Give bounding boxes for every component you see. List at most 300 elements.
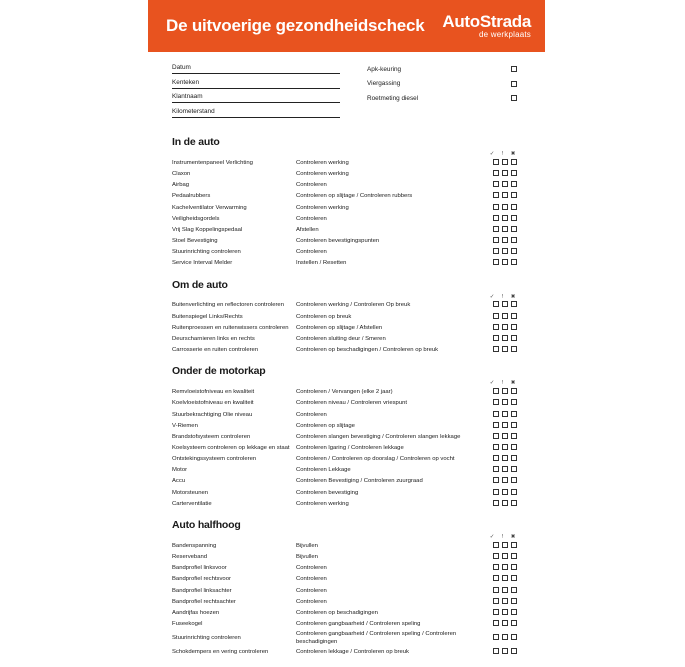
table-row bbox=[172, 180, 517, 191]
table-row bbox=[172, 334, 517, 345]
checkbox[interactable] bbox=[511, 587, 517, 593]
check-item-boxes bbox=[482, 334, 517, 345]
checkbox[interactable] bbox=[493, 455, 499, 461]
checkbox[interactable] bbox=[511, 259, 517, 265]
table-row bbox=[172, 597, 517, 608]
column-header-symbol: ✓ bbox=[489, 380, 495, 387]
table-row bbox=[172, 323, 517, 334]
checkbox[interactable] bbox=[493, 411, 499, 417]
table-row bbox=[172, 608, 517, 619]
checkbox[interactable] bbox=[511, 324, 517, 330]
checkbox[interactable] bbox=[511, 553, 517, 559]
logo-wordmark bbox=[442, 13, 531, 30]
check-item-name: Ruitenproessen en ruitenwissers controleren bbox=[172, 324, 289, 331]
check-item-boxes bbox=[482, 410, 517, 421]
checkbox[interactable] bbox=[511, 301, 517, 307]
checkbox[interactable] bbox=[502, 444, 508, 450]
checkbox[interactable] bbox=[493, 575, 499, 581]
table-row bbox=[172, 586, 517, 597]
meta-field-3[interactable]: Klantnaam bbox=[172, 93, 340, 103]
check-item-action: Controleren / Vervangen (elke 2 jaar) bbox=[296, 389, 393, 396]
check-item-boxes bbox=[482, 647, 517, 658]
table-row bbox=[172, 421, 517, 432]
check-item-boxes bbox=[482, 541, 517, 552]
check-item-name: Schokdempers en vering controleren bbox=[172, 648, 269, 655]
column-header-symbol: ✖ bbox=[510, 151, 516, 157]
page-title: De uitvoerige gezondheidscheck bbox=[166, 15, 425, 35]
checkbox[interactable] bbox=[502, 542, 508, 548]
checkbox[interactable] bbox=[511, 634, 517, 640]
check-item-action: Controleren werking bbox=[296, 171, 349, 178]
check-item-name: Bandprofiel linksachter bbox=[172, 587, 232, 594]
checkbox[interactable] bbox=[493, 477, 499, 483]
checkbox[interactable] bbox=[511, 346, 517, 352]
check-item-action: Controleren op beschadigingen bbox=[296, 609, 378, 616]
checkbox[interactable] bbox=[502, 388, 508, 394]
table-row bbox=[172, 399, 517, 410]
table-row bbox=[172, 563, 517, 574]
check-item-boxes bbox=[482, 323, 517, 334]
table-row bbox=[172, 432, 517, 443]
check-item-boxes bbox=[482, 399, 517, 410]
check-item-name: Aandrijfas hoezen bbox=[172, 609, 220, 616]
checkbox[interactable] bbox=[493, 444, 499, 450]
checkbox[interactable] bbox=[502, 433, 508, 439]
check-item-action: Bijvullen bbox=[296, 542, 318, 549]
checklist-sections bbox=[172, 136, 517, 658]
check-item-boxes bbox=[482, 477, 517, 488]
checkbox[interactable] bbox=[511, 388, 517, 394]
checkbox[interactable] bbox=[493, 324, 499, 330]
checkbox[interactable] bbox=[493, 500, 499, 506]
checkbox[interactable] bbox=[511, 411, 517, 417]
checkbox[interactable] bbox=[511, 620, 517, 626]
checkbox[interactable] bbox=[511, 598, 517, 604]
checkbox[interactable] bbox=[511, 575, 517, 581]
check-item-action: Bijvullen bbox=[296, 554, 318, 561]
checkbox[interactable] bbox=[502, 411, 508, 417]
check-item-name: Stuurbekrachtiging Olie niveau bbox=[172, 411, 253, 418]
table-row bbox=[172, 191, 517, 202]
check-item-boxes bbox=[482, 214, 517, 225]
check-item-name: Reserveband bbox=[172, 554, 208, 561]
check-item-boxes bbox=[482, 443, 517, 454]
check-item-name: Instrumentenpaneel Verlichting bbox=[172, 159, 253, 166]
column-header-symbol: ! bbox=[501, 534, 504, 541]
checkbox[interactable] bbox=[502, 500, 508, 506]
check-item-action: Controleren bbox=[296, 587, 327, 594]
checkbox[interactable] bbox=[502, 422, 508, 428]
check-item-name: Vrij Slag Koppelingspedaal bbox=[172, 226, 243, 233]
check-item-name: Buitenspiegel Links/Rechts bbox=[172, 313, 243, 320]
checkbox[interactable] bbox=[502, 237, 508, 243]
checklist-section bbox=[172, 365, 517, 510]
check-item-name: Veiligheidsgordels bbox=[172, 215, 220, 222]
check-item-name: Airbag bbox=[172, 182, 190, 189]
checkbox[interactable] bbox=[493, 598, 499, 604]
check-item-boxes bbox=[482, 180, 517, 191]
checkbox[interactable] bbox=[511, 181, 517, 187]
checkbox[interactable] bbox=[511, 399, 517, 405]
checkbox[interactable] bbox=[493, 553, 499, 559]
check-item-boxes bbox=[482, 488, 517, 499]
column-header-row bbox=[172, 151, 517, 158]
checklist-table bbox=[172, 387, 517, 510]
checkbox[interactable] bbox=[502, 204, 508, 210]
check-item-boxes bbox=[482, 312, 517, 323]
checkbox[interactable] bbox=[502, 159, 508, 165]
meta-check-row bbox=[367, 93, 517, 103]
checkbox[interactable] bbox=[493, 489, 499, 495]
checkbox[interactable] bbox=[511, 500, 517, 506]
check-item-name: Deurscharnieren links en rechts bbox=[172, 335, 255, 342]
checkbox[interactable] bbox=[493, 313, 499, 319]
checkbox[interactable] bbox=[493, 422, 499, 428]
checkbox[interactable] bbox=[493, 335, 499, 341]
checkbox[interactable] bbox=[502, 301, 508, 307]
meta-check-label: Viergassing bbox=[367, 80, 401, 87]
checkbox[interactable] bbox=[502, 226, 508, 232]
check-item-name: Stuurinrichting controleren bbox=[172, 634, 241, 641]
checkbox[interactable] bbox=[493, 259, 499, 265]
check-item-name: Koelvloeistofniveau en kwaliteit bbox=[172, 400, 254, 407]
column-header-symbol: ✖ bbox=[510, 534, 516, 541]
table-row bbox=[172, 477, 517, 488]
check-item-action: Controleren Lekkage bbox=[296, 467, 351, 474]
check-item-boxes bbox=[482, 421, 517, 432]
checkbox[interactable] bbox=[493, 181, 499, 187]
column-header-symbol: ✓ bbox=[489, 293, 495, 300]
check-item-name: Stoel Bevestiging bbox=[172, 237, 218, 244]
section-title: Onder de motorkap bbox=[172, 365, 266, 378]
checkbox[interactable] bbox=[511, 204, 517, 210]
checkbox[interactable] bbox=[511, 170, 517, 176]
checkbox[interactable] bbox=[511, 648, 517, 654]
checkbox[interactable] bbox=[502, 181, 508, 187]
check-item-action: Controleren / Controleren op doorslag / Controleren op vocht bbox=[296, 456, 455, 463]
checkbox[interactable] bbox=[493, 301, 499, 307]
checkbox[interactable] bbox=[511, 609, 517, 615]
checkbox[interactable] bbox=[502, 477, 508, 483]
checkbox[interactable] bbox=[502, 598, 508, 604]
check-item-action: Controleren niveau / Controleren vriespunt bbox=[296, 400, 408, 407]
checkbox[interactable] bbox=[493, 204, 499, 210]
checkbox[interactable] bbox=[493, 433, 499, 439]
check-item-name: Bandprofiel linksvoor bbox=[172, 565, 227, 572]
table-row bbox=[172, 301, 517, 312]
check-item-action: Controleren lekkage / Controleren op breuk bbox=[296, 648, 409, 655]
checkbox[interactable] bbox=[502, 553, 508, 559]
checkbox[interactable] bbox=[493, 170, 499, 176]
checkbox[interactable] bbox=[511, 422, 517, 428]
checkbox[interactable] bbox=[493, 609, 499, 615]
check-item-action: Controleren werking bbox=[296, 204, 349, 211]
check-item-boxes bbox=[482, 169, 517, 180]
checkbox[interactable] bbox=[502, 259, 508, 265]
checkbox[interactable] bbox=[493, 248, 499, 254]
column-header-symbol: ✓ bbox=[489, 534, 495, 541]
check-item-boxes bbox=[482, 225, 517, 236]
checkbox[interactable] bbox=[502, 192, 508, 198]
checkbox[interactable] bbox=[511, 95, 517, 101]
form-content bbox=[172, 62, 517, 667]
checkbox[interactable] bbox=[511, 489, 517, 495]
check-item-action: Controleren Bevestiging / Controleren zuurgraad bbox=[296, 478, 423, 485]
margin-divider bbox=[148, 52, 149, 514]
checkbox[interactable] bbox=[493, 237, 499, 243]
checkbox[interactable] bbox=[493, 192, 499, 198]
column-header-row bbox=[172, 294, 517, 301]
check-item-name: Pedaalrubbers bbox=[172, 193, 211, 200]
checkbox[interactable] bbox=[493, 226, 499, 232]
check-item-action: Afstellen bbox=[296, 226, 319, 233]
check-item-name: Bandenspanning bbox=[172, 542, 217, 549]
table-row bbox=[172, 630, 517, 647]
checkbox[interactable] bbox=[511, 564, 517, 570]
table-row bbox=[172, 443, 517, 454]
check-item-action: Controleren sluiting deur / Smeren bbox=[296, 335, 386, 342]
check-item-name: Fuseekogel bbox=[172, 621, 203, 628]
check-item-name: Bandprofiel rechtsvoor bbox=[172, 576, 231, 583]
table-row bbox=[172, 169, 517, 180]
checkbox[interactable] bbox=[511, 433, 517, 439]
check-item-name: Koelsysteem controleren op lekkage en staat bbox=[172, 445, 290, 452]
checkbox[interactable] bbox=[511, 466, 517, 472]
check-item-name: Remvloeistofniveau en kwaliteit bbox=[172, 389, 255, 396]
section-title: Om de auto bbox=[172, 278, 228, 291]
column-header-symbol: ! bbox=[501, 380, 504, 387]
checkbox[interactable] bbox=[493, 346, 499, 352]
check-item-name: Motorsteunen bbox=[172, 489, 209, 496]
table-row bbox=[172, 312, 517, 323]
checkbox[interactable] bbox=[493, 388, 499, 394]
table-row bbox=[172, 575, 517, 586]
check-item-name: Claxon bbox=[172, 171, 191, 178]
table-row bbox=[172, 465, 517, 476]
table-row bbox=[172, 247, 517, 258]
checkbox[interactable] bbox=[502, 170, 508, 176]
column-header-symbol: ✖ bbox=[510, 380, 516, 387]
check-item-boxes bbox=[482, 575, 517, 586]
checkbox[interactable] bbox=[502, 324, 508, 330]
table-row bbox=[172, 236, 517, 247]
check-item-name: Service Interval Melder bbox=[172, 260, 233, 267]
checkbox[interactable] bbox=[511, 444, 517, 450]
checklist-section bbox=[172, 136, 517, 270]
check-item-action: Controleren bbox=[296, 182, 327, 189]
check-item-boxes bbox=[482, 247, 517, 258]
checkbox[interactable] bbox=[511, 192, 517, 198]
checkbox[interactable] bbox=[511, 226, 517, 232]
checkbox[interactable] bbox=[511, 335, 517, 341]
checkbox[interactable] bbox=[502, 455, 508, 461]
table-row bbox=[172, 387, 517, 398]
check-item-boxes bbox=[482, 236, 517, 247]
checkbox[interactable] bbox=[502, 466, 508, 472]
checkbox[interactable] bbox=[493, 564, 499, 570]
table-row bbox=[172, 647, 517, 658]
checkbox[interactable] bbox=[511, 66, 517, 72]
checkbox[interactable] bbox=[502, 346, 508, 352]
checkbox[interactable] bbox=[511, 313, 517, 319]
check-item-action: Controleren lgaring / Controleren lekkage bbox=[296, 445, 404, 452]
checkbox[interactable] bbox=[502, 248, 508, 254]
checkbox[interactable] bbox=[502, 399, 508, 405]
meta-check-row bbox=[367, 64, 517, 74]
column-header-symbol: ! bbox=[501, 151, 504, 157]
check-item-name: Brandstofsysteem controleren bbox=[172, 433, 251, 440]
check-item-boxes bbox=[482, 191, 517, 202]
check-item-action: Controleren op beschadigingen / Controleren op breuk bbox=[296, 347, 439, 354]
check-item-name: Stuurinrichting controleren bbox=[172, 249, 241, 256]
check-item-action: Controleren op slijtage / Afstellen bbox=[296, 324, 383, 331]
check-item-action: Controleren bevestiging bbox=[296, 489, 359, 496]
checkbox[interactable] bbox=[493, 159, 499, 165]
checkbox[interactable] bbox=[502, 564, 508, 570]
check-item-boxes bbox=[482, 387, 517, 398]
checkbox[interactable] bbox=[502, 587, 508, 593]
checkbox[interactable] bbox=[493, 634, 499, 640]
check-item-boxes bbox=[482, 619, 517, 630]
check-item-action: Instellen / Resetten bbox=[296, 260, 347, 267]
checkbox[interactable] bbox=[511, 455, 517, 461]
check-item-action: Controleren werking bbox=[296, 159, 349, 166]
table-row bbox=[172, 203, 517, 214]
check-item-name: Ontstekingssysteem controleren bbox=[172, 456, 257, 463]
check-item-boxes bbox=[482, 345, 517, 356]
check-item-boxes bbox=[482, 454, 517, 465]
meta-field-2[interactable]: Kenteken bbox=[172, 79, 340, 89]
check-item-boxes bbox=[482, 301, 517, 312]
check-item-name: Buitenverlichting en reflectoren controleren bbox=[172, 302, 284, 309]
table-row bbox=[172, 619, 517, 630]
check-item-name: V-Riemen bbox=[172, 422, 198, 429]
check-item-action: Controleren bbox=[296, 215, 327, 222]
checkbox[interactable] bbox=[502, 313, 508, 319]
checkbox[interactable] bbox=[493, 648, 499, 654]
meta-checks bbox=[367, 62, 517, 122]
form-meta-block bbox=[172, 62, 517, 122]
check-item-boxes bbox=[482, 608, 517, 619]
checklist-table bbox=[172, 158, 517, 270]
checkbox[interactable] bbox=[511, 159, 517, 165]
checklist-section bbox=[172, 519, 517, 658]
checkbox[interactable] bbox=[511, 248, 517, 254]
check-item-action: Controleren op slijtage / Controleren rubbers bbox=[296, 193, 413, 200]
column-header-row bbox=[172, 380, 517, 387]
check-item-boxes bbox=[482, 586, 517, 597]
checkbox[interactable] bbox=[502, 335, 508, 341]
checkbox[interactable] bbox=[502, 648, 508, 654]
checkbox[interactable] bbox=[502, 620, 508, 626]
check-item-boxes bbox=[482, 597, 517, 608]
checklist-table bbox=[172, 301, 517, 357]
check-item-boxes bbox=[482, 499, 517, 510]
checkbox[interactable] bbox=[493, 215, 499, 221]
section-title: In de auto bbox=[172, 136, 220, 148]
check-item-action: Controleren op slijtage bbox=[296, 422, 355, 429]
checkbox[interactable] bbox=[502, 634, 508, 640]
check-item-boxes bbox=[482, 158, 517, 169]
page-header bbox=[148, 0, 545, 52]
table-row bbox=[172, 541, 517, 552]
check-item-boxes bbox=[482, 563, 517, 574]
check-item-action: Controleren werking / Controleren Op breuk bbox=[296, 302, 411, 309]
table-row bbox=[172, 158, 517, 169]
checkbox[interactable] bbox=[493, 542, 499, 548]
column-header-symbol: ! bbox=[501, 293, 504, 300]
column-header-row bbox=[172, 534, 517, 541]
document-body bbox=[0, 52, 685, 655]
meta-check-row bbox=[367, 79, 517, 89]
checkbox[interactable] bbox=[502, 609, 508, 615]
check-item-action: Controleren bbox=[296, 411, 327, 418]
checkbox[interactable] bbox=[502, 489, 508, 495]
column-header-symbol: ✖ bbox=[510, 293, 516, 300]
meta-fields bbox=[172, 62, 340, 122]
checkbox[interactable] bbox=[511, 542, 517, 548]
check-item-action: Controleren bbox=[296, 249, 327, 256]
check-item-action: Controleren bbox=[296, 576, 327, 583]
section-title: Auto halfhoog bbox=[172, 519, 241, 532]
logo-tagline: de werkplaats bbox=[479, 30, 531, 39]
checkbox[interactable] bbox=[511, 81, 517, 87]
meta-field-1[interactable]: Datum bbox=[172, 64, 340, 74]
table-row bbox=[172, 410, 517, 421]
check-item-name: Motor bbox=[172, 467, 188, 474]
check-item-name: Carrosserie en ruiten controleren bbox=[172, 347, 259, 354]
checkbox[interactable] bbox=[502, 215, 508, 221]
meta-field-4[interactable]: Kilometerstand bbox=[172, 108, 340, 118]
logo-word-auto: Auto bbox=[442, 12, 480, 31]
column-header-symbol: ✓ bbox=[489, 151, 495, 157]
meta-check-label: Roetmeting diesel bbox=[367, 94, 419, 102]
check-item-name: Bandprofiel rechtsachter bbox=[172, 598, 236, 605]
checkbox[interactable] bbox=[493, 466, 499, 472]
check-item-name: Carterventilatie bbox=[172, 500, 212, 507]
check-item-action: Controleren bbox=[296, 565, 327, 572]
check-item-boxes bbox=[482, 552, 517, 563]
checkbox[interactable] bbox=[511, 477, 517, 483]
check-item-action: Controleren bevestigingspunten bbox=[296, 237, 380, 244]
check-item-boxes bbox=[482, 465, 517, 476]
brand-logo bbox=[442, 13, 531, 39]
check-item-boxes bbox=[482, 432, 517, 443]
table-row bbox=[172, 552, 517, 563]
check-item-action: Controleren werking bbox=[296, 500, 349, 507]
logo-word-strada: Strada bbox=[479, 12, 531, 31]
checkbox[interactable] bbox=[511, 215, 517, 221]
table-row bbox=[172, 345, 517, 356]
table-row bbox=[172, 258, 517, 269]
check-item-boxes bbox=[482, 630, 517, 647]
check-item-name: Kachelventilator Verwarming bbox=[172, 204, 247, 211]
checkbox[interactable] bbox=[493, 620, 499, 626]
table-row bbox=[172, 488, 517, 499]
checkbox[interactable] bbox=[511, 237, 517, 243]
table-row bbox=[172, 214, 517, 225]
meta-check-label: Apk-keuring bbox=[367, 65, 402, 73]
table-row bbox=[172, 225, 517, 236]
check-item-name: Accu bbox=[172, 478, 186, 485]
checkbox[interactable] bbox=[493, 587, 499, 593]
checkbox[interactable] bbox=[502, 575, 508, 581]
check-item-boxes bbox=[482, 258, 517, 269]
check-item-action: Controleren gangbaarheid / Controleren speling bbox=[296, 621, 421, 628]
checkbox[interactable] bbox=[493, 399, 499, 405]
check-item-action: Controleren bbox=[296, 598, 327, 605]
check-item-action: Controleren op breuk bbox=[296, 313, 352, 320]
